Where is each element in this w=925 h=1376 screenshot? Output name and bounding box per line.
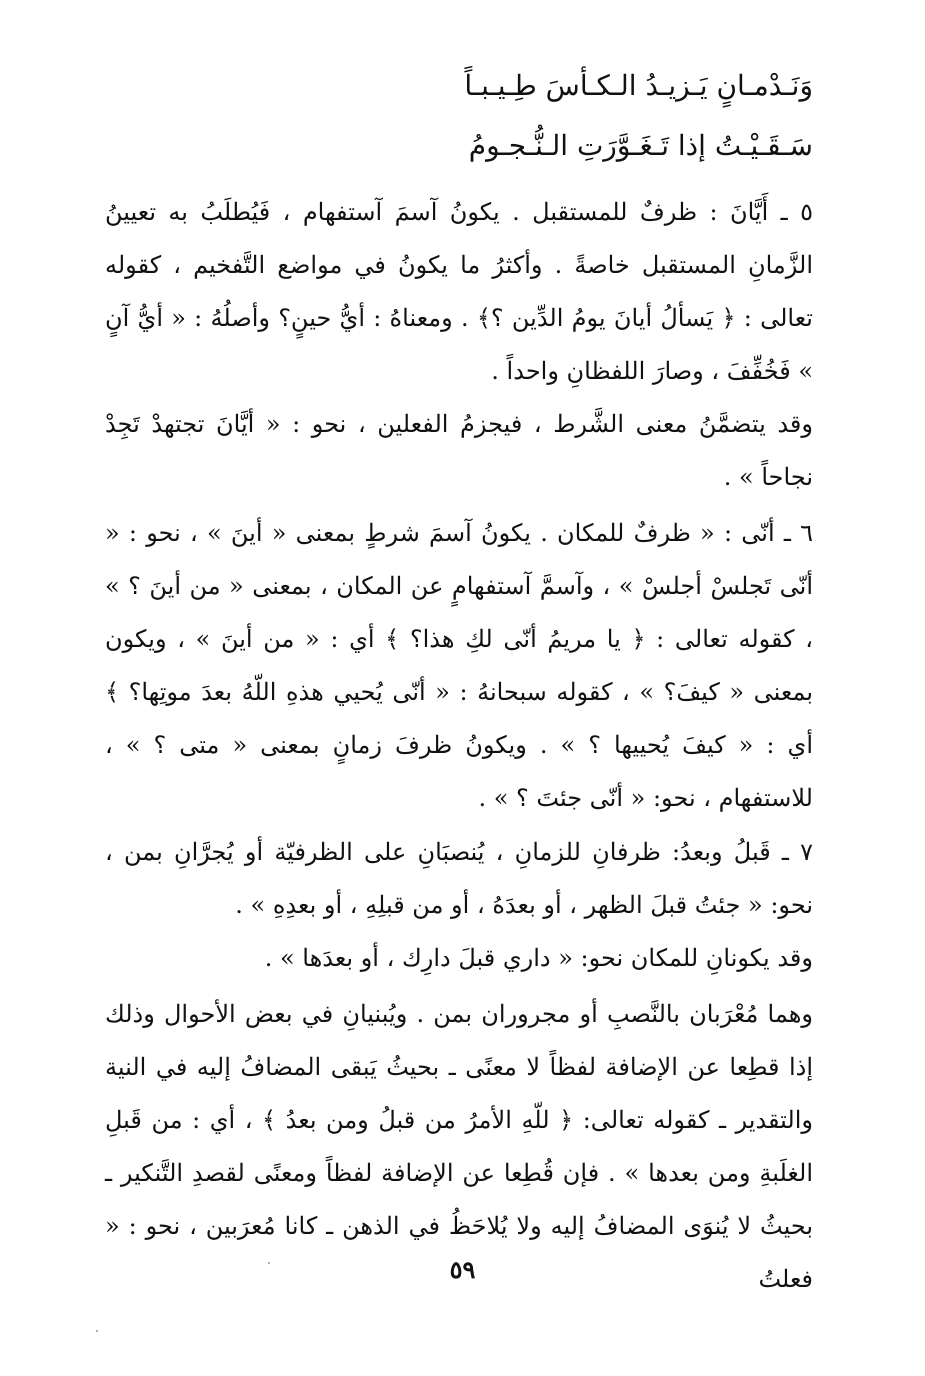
paragraph-ayyana: ٥ ـ أَيَّانَ : ظرفٌ للمستقبل . يكونُ آسمَ آستفهام ، فَيُطلَبُ به تعيينُ الزَّمانِ المستقبل خاصةً . وأكثرُ ما يكونُ في مواضع التَّفخيم ، كقوله تعالى : ﴿ يَسألُ أيانَ يومُ الدِّين ؟﴾ . ومعناهُ : أيُّ حينٍ؟ وأصلُهُ : « أيُّ آنٍ » فَخُفِّفَ ، وصارَ اللفظانِ واحداً .: [105, 198, 813, 385]
paragraph-anna: ٦ ـ أنّى : « ظرفٌ للمكان . يكونُ آسمَ شرطٍ بمعنى « أينَ » ، نحو : « أنّى تَجلسْ أجلسْ » ، وآسمَّ آستفهامٍ عن المكان ، بمعنى « من أينَ ؟ » ، كقوله تعالى : ﴿ يا مريمُ أنّى لكِ هذا؟ ﴾ أي : « من أينَ » ، ويكون بمعنى « كيفَ؟ » ، كقوله سبحانهُ : « أنّى يُحيي هذهِ اللّهُ بعدَ موتِها؟ ﴾ أي : « كيفَ يُحييها ؟ » . ويكونُ ظرفَ زمانٍ بمعنى « متى ؟ » ، للاستفهام ، نحو: « أنّى جئتَ ؟ » .: [105, 519, 813, 812]
page-number: ٥٩: [449, 1255, 476, 1284]
scan-speck: [268, 1262, 270, 1264]
poem-line-2: سَـقَـيْـتُ إذا تَـغَـوَّرَتِ الـنُّـجـومُ: [468, 129, 813, 162]
paragraph-qabl-bad: ٧ ـ قَبلُ وبعدُ: ظرفانِ للزمانِ ، يُنصبَانِ على الظرفيّة أو يُجرَّانِ بمن ، نحو: « جئتُ قبلَ الظهر ، أو بعدَهُ ، أو من قبلِهِ ، أو بعدِهِ » .: [105, 838, 813, 919]
scan-speck: [96, 1330, 98, 1332]
poem-line-1: وَنَـدْمـانٍ يَـزيـدُ الـكـأسَ طِـيـبـاً: [464, 69, 813, 102]
paragraph-qabl-bad-declension: وهما مُعْرَبان بالنَّصبِ أو مجروران بمن . ويُبنيانِ في بعض الأحوال وذلك إذا قطِعا عن الإضافة لفظاً لا معنًى ـ بحيثُ يَبقى المضافُ إليه في النية والتقدير ـ كقوله تعالى: ﴿ للّهِ الأمرُ من قبلُ ومن بعدُ ﴾ ، أي : من قَبلِ الغلَبةِ ومن بعدها » . فإن قُطِعا عن الإضافة لفظاً ومعنًى لقصدِ التَّنكير ـ بحيثُ لا يُنوَى المضافُ إليه ولا يُلاحَظُ في الذهن ـ كانا مُعرَبين ، نحو : « فعلتُ: [105, 1000, 813, 1293]
paragraph-ayyana-condition: وقد يتضمَّنُ معنى الشَّرط ، فيجزمُ الفعلين ، نحو : « أيَّانَ تجتهدْ تَجِدْ نجاحاً » .: [105, 410, 813, 491]
paragraph-qabl-bad-place: وقد يكونانِ للمكان نحو: « داري قبلَ دارِك ، أو بعدَها » .: [264, 944, 813, 972]
